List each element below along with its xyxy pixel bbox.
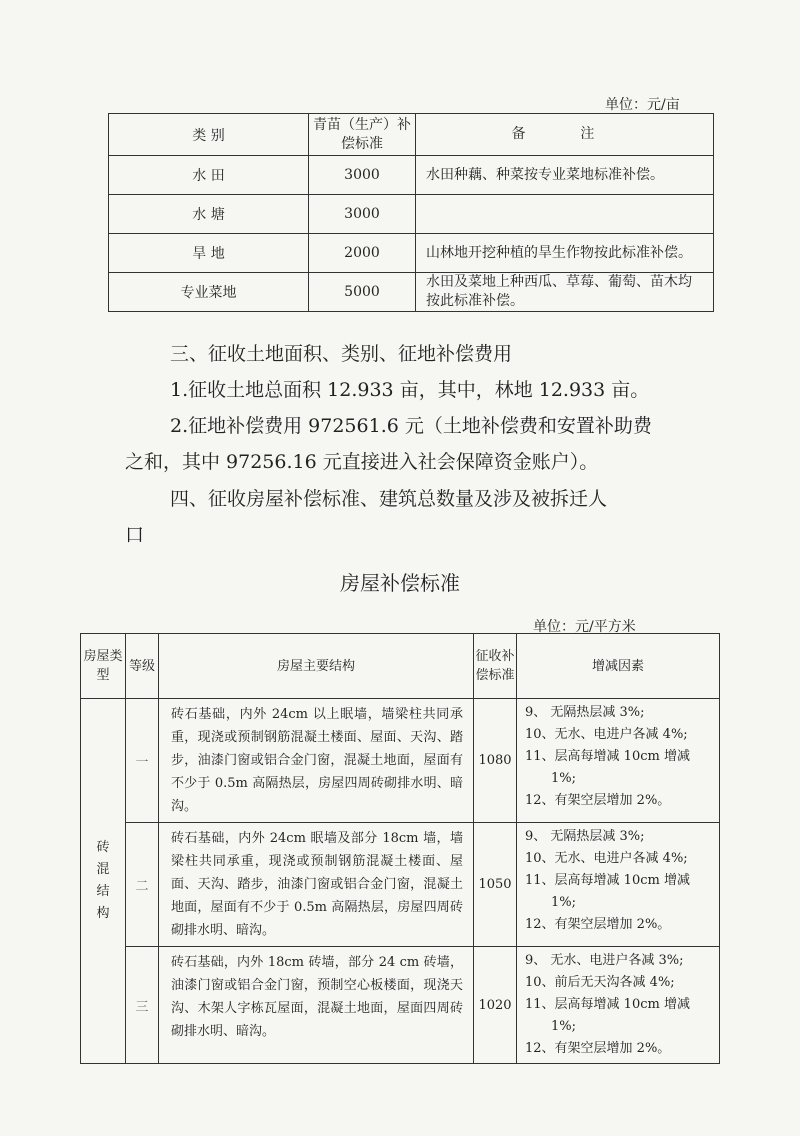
unit-label-bottom: 单位：元/平方米 bbox=[533, 619, 636, 635]
table-row bbox=[109, 156, 714, 195]
table-header-row bbox=[81, 634, 720, 699]
house-compensation-table bbox=[80, 633, 720, 1064]
factor-line: 9、 无隔热层减 3%; bbox=[525, 829, 645, 844]
house-type-text: 砖混结构 bbox=[96, 840, 110, 921]
cell-remarks: 山林地开挖种植的旱生作物按此标准补偿。 bbox=[416, 234, 714, 273]
factor-line: 9、 无水、电进户各减 3%; bbox=[525, 953, 684, 968]
unit-label-top: 单位：元/亩 bbox=[605, 97, 680, 113]
cell-structure: 砖石基础，内外 24cm 眠墙及部分 18cm 墙，墙梁柱共同承重，现浇或预制钢筋混凝土楼面、屋面、天沟、踏步，油漆门窗或铝合金门窗，混凝土地面，屋面有不少于 0.5m 高隔热层，房屋四周砖砌排水明、暗沟。 bbox=[159, 823, 474, 947]
table-row bbox=[81, 823, 720, 947]
factor-line: 10、无水、电进户各减 4%; bbox=[525, 851, 688, 866]
factor-line: 1%; bbox=[551, 895, 577, 910]
compensation-paragraph-line1: 2.征地补偿费用 972561.6 元（土地补偿费和安置补助费 bbox=[170, 415, 652, 437]
cell-standard: 3000 bbox=[309, 156, 416, 195]
header-standard: 青苗（生产）补偿标准 bbox=[309, 114, 416, 156]
table-header-row bbox=[109, 114, 714, 156]
factor-line: 1%; bbox=[551, 771, 577, 786]
table-row bbox=[81, 947, 720, 1064]
cell-remarks bbox=[416, 195, 714, 234]
cell-factors bbox=[517, 699, 720, 823]
factor-line: 12、有架空层增加 2%。 bbox=[525, 793, 671, 808]
cell-standard: 3000 bbox=[309, 195, 416, 234]
cell-remarks: 水田及菜地上种西瓜、草莓、葡萄、苗木均按此标准补偿。 bbox=[416, 273, 714, 312]
house-table-title: 房屋补偿标准 bbox=[340, 571, 460, 595]
land-area-paragraph: 1.征收土地总面积 12.933 亩，其中，林地 12.933 亩。 bbox=[170, 379, 650, 401]
table-row bbox=[109, 195, 714, 234]
cell-standard: 2000 bbox=[309, 234, 416, 273]
cell-standard: 5000 bbox=[309, 273, 416, 312]
table-row bbox=[109, 273, 714, 312]
cell-standard: 1080 bbox=[474, 699, 517, 823]
cell-category: 水 塘 bbox=[109, 195, 309, 234]
cell-grade: 三 bbox=[126, 947, 159, 1064]
cell-remarks: 水田种藕、种菜按专业菜地标准补偿。 bbox=[416, 156, 714, 195]
factor-line: 9、 无隔热层减 3%; bbox=[525, 705, 645, 720]
cell-factors bbox=[517, 823, 720, 947]
header-house-type: 房屋类型 bbox=[81, 634, 126, 699]
header-grade: 等级 bbox=[126, 634, 159, 699]
factor-line: 10、无水、电进户各减 4%; bbox=[525, 727, 688, 742]
table-row bbox=[109, 234, 714, 273]
header-structure: 房屋主要结构 bbox=[159, 634, 474, 699]
factor-line: 11、层高每增减 10cm 增减 bbox=[525, 749, 690, 764]
cell-category: 水 田 bbox=[109, 156, 309, 195]
header-remarks: 备 注 bbox=[416, 114, 714, 156]
factor-line: 12、有架空层增加 2%。 bbox=[525, 917, 671, 932]
header-factors: 增减因素 bbox=[517, 634, 720, 699]
factor-line: 10、前后无天沟各减 4%; bbox=[525, 975, 675, 990]
cell-category: 旱 地 bbox=[109, 234, 309, 273]
crop-compensation-table bbox=[108, 113, 714, 312]
header-standard: 征收补偿标准 bbox=[474, 634, 517, 699]
section-4-heading-line1: 四、征收房屋补偿标准、建筑总数量及涉及被拆迁人 bbox=[170, 488, 608, 510]
section-3-heading: 三、征收土地面积、类别、征地补偿费用 bbox=[170, 343, 513, 365]
cell-factors bbox=[517, 947, 720, 1064]
factor-line: 11、层高每增减 10cm 增减 bbox=[525, 997, 690, 1012]
cell-grade: 二 bbox=[126, 823, 159, 947]
factor-line: 11、层高每增减 10cm 增减 bbox=[525, 873, 690, 888]
factor-line: 1%; bbox=[551, 1019, 577, 1034]
cell-category: 专业菜地 bbox=[109, 273, 309, 312]
cell-standard: 1020 bbox=[474, 947, 517, 1064]
cell-house-type bbox=[81, 699, 126, 1064]
cell-standard: 1050 bbox=[474, 823, 517, 947]
cell-structure: 砖石基础，内外 24cm 以上眠墙，墙梁柱共同承重，现浇或预制钢筋混凝土楼面、屋面、天沟、踏步，油漆门窗或铝合金门窗，混凝土地面，屋面有不少于 0.5m 高隔热层，房屋四周砖砌排水明、暗沟。 bbox=[159, 699, 474, 823]
table-row bbox=[81, 699, 720, 823]
cell-structure: 砖石基础，内外 18cm 砖墙，部分 24 cm 砖墙，油漆门窗或铝合金门窗，预制空心板楼面，现浇天沟、木架人字栋瓦屋面，混凝土地面，屋面四周砖砌排水明、暗沟。 bbox=[159, 947, 474, 1064]
header-category: 类 别 bbox=[109, 114, 309, 156]
factor-line: 12、有架空层增加 2%。 bbox=[525, 1041, 671, 1056]
compensation-paragraph-line2: 之和，其中 97256.16 元直接进入社会保障资金账户）。 bbox=[125, 451, 599, 473]
section-4-heading-line2: 口 bbox=[125, 524, 145, 546]
cell-grade: 一 bbox=[126, 699, 159, 823]
